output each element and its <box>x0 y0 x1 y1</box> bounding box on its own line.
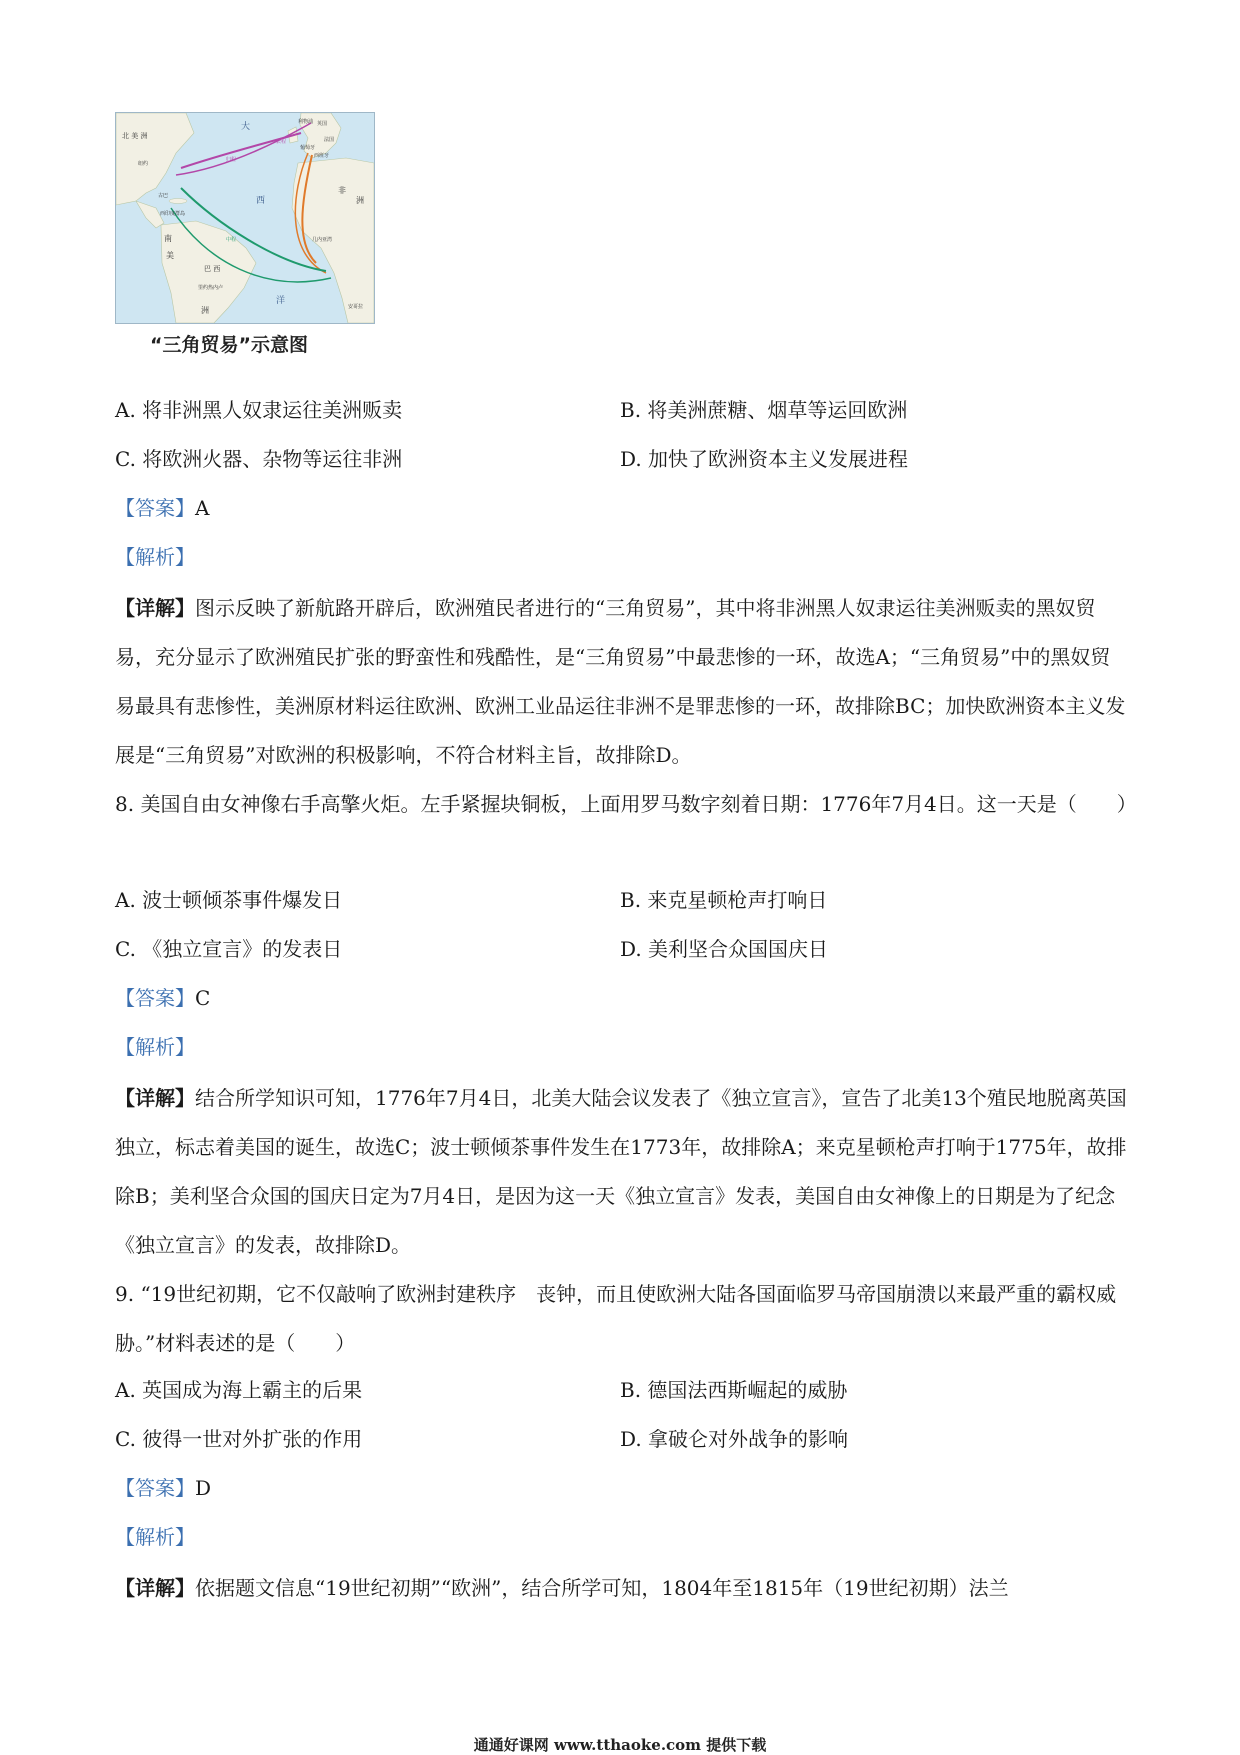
q9-detail-text: 依据题文信息“19世纪初期”“欧洲”，结合所学可知，1804年至1815年（19世纪初期）法兰 <box>195 1576 1009 1600</box>
label-atlantic-3: 洋 <box>276 296 286 306</box>
q9-option-c: C. 彼得一世对外扩张的作用 <box>115 1427 363 1451</box>
figure-caption: “三角贸易”示意图 <box>150 334 308 356</box>
q9-option-b: B. 德国法西斯崛起的威胁 <box>620 1378 848 1402</box>
q8-answer <box>115 988 210 1008</box>
q9-analysis <box>115 1527 195 1547</box>
label-angola: 安哥拉 <box>348 304 364 310</box>
page-footer: 通通好课网 www.tthaoke.com 提供下载 <box>473 1736 767 1754</box>
q8-option-d: D. 美利坚合众国国庆日 <box>620 937 829 961</box>
q8-analysis <box>115 1037 195 1057</box>
q7-detail-tag: 【详解】 <box>115 596 195 620</box>
triangle-trade-map <box>115 112 375 324</box>
label-africa-2: 洲 <box>356 196 364 205</box>
q8-option-b: B. 来克星顿枪声打响日 <box>620 888 828 912</box>
label-bristol: 利物浦 <box>298 119 314 125</box>
q7-analysis-tag: 【解析】 <box>115 545 195 569</box>
q8-option-a: A. 波士顿倾茶事件爆发日 <box>115 888 343 912</box>
q8-detail-tag: 【详解】 <box>115 1086 195 1110</box>
label-atlantic-1: 大 <box>241 122 251 132</box>
q7-option-d: D. 加快了欧洲资本主义发展进程 <box>620 447 909 471</box>
q9-option-a: A. 英国成为海上霸主的后果 <box>115 1378 363 1402</box>
label-caribbean: 古巴 <box>158 193 169 199</box>
label-return: 归程 <box>226 157 237 163</box>
q8-analysis-tag: 【解析】 <box>115 1035 195 1059</box>
q9-option-d: D. 拿破仑对外战争的影响 <box>620 1427 849 1451</box>
q9-answer <box>115 1478 211 1498</box>
q7-detail-text: 图示反映了新航路开辟后，欧洲殖民者进行的“三角贸易”，其中将非洲黑人奴隶运往美洲贩卖的黑奴贸易，充分显示了欧洲殖民扩张的野蛮性和残酷性，是“三角贸易”中最悲惨的一环，故选A；“三角贸易”中的黑奴贸易最具有悲惨性，美洲原材料运往欧洲、欧洲工业品运往非洲不是罪悲惨的一环，故排除BC；加快欧洲资本主义发展是“三角贸易”对欧洲的积极影响，不符合材料主旨，故排除D。 <box>115 596 1126 767</box>
label-spain: 西班牙 <box>314 153 330 159</box>
q7-option-a: A. 将非洲黑人奴隶运往美洲贩卖 <box>115 398 403 422</box>
q8-detail <box>115 1074 1130 1270</box>
q7-answer-tag: 【答案】 <box>115 496 195 520</box>
label-middle-passage: 中程 <box>226 237 237 243</box>
label-south-america-1: 南 <box>164 234 172 243</box>
label-south-america-3: 洲 <box>201 306 209 315</box>
q9-stem: 9. “19世纪初期，它不仅敲响了欧洲封建秩序 丧钟，而且使欧洲大陆各国面临罗马帝国崩溃以来最严重的霸权威胁。”材料表述的是（ ） <box>115 1282 1117 1355</box>
q8-option-c: C. 《独立宣言》的发表日 <box>115 937 343 961</box>
q9-analysis-tag: 【解析】 <box>115 1525 195 1549</box>
label-rio: 里约热内卢 <box>198 285 224 291</box>
q8-stem: 8. 美国自由女神像右手高擎火炬。左手紧握块铜板，上面用罗马数字刻着日期：1776年7月4日。这一天是（ ） <box>115 792 1137 816</box>
label-south-america-2: 美 <box>166 251 174 260</box>
label-brazil: 巴 西 <box>204 265 221 273</box>
label-new-york: 纽约 <box>138 161 149 167</box>
label-atlantic-2: 西 <box>256 196 266 206</box>
q7-analysis <box>115 547 195 567</box>
q9-answer-value: D <box>195 1476 212 1500</box>
label-west-indies: 西印度群岛 <box>160 211 186 217</box>
q7-option-b: B. 将美洲蔗糖、烟草等运回欧洲 <box>620 398 908 422</box>
q8-answer-value: C <box>195 986 211 1010</box>
q9-detail-tag: 【详解】 <box>115 1576 195 1600</box>
label-outbound: 去程 <box>276 139 287 145</box>
label-guinea: 几内亚湾 <box>312 237 333 243</box>
q9-detail <box>115 1564 1130 1613</box>
label-africa-1: 非 <box>338 186 346 195</box>
q9-answer-tag: 【答案】 <box>115 1476 195 1500</box>
label-britain: 英国 <box>317 121 328 127</box>
label-france: 法国 <box>324 137 335 143</box>
q7-detail <box>115 584 1130 780</box>
q7-answer-value: A <box>195 496 210 520</box>
q8-answer-tag: 【答案】 <box>115 986 195 1010</box>
q8-detail-text: 结合所学知识可知，1776年7月4日，北美大陆会议发表了《独立宣言》，宣告了北美13个殖民地脱离英国独立，标志着美国的诞生，故选C；波士顿倾茶事件发生在1773年，故排除A；来克星顿枪声打响于1775年，故排除B；美利坚合众国的国庆日定为7月4日，是因为这一天《独立宣言》发表，美国自由女神像上的日期是为了纪念《独立宣言》的发表，故排除D。 <box>115 1086 1127 1257</box>
q7-answer <box>115 498 209 518</box>
label-north-america: 北 美 洲 <box>122 132 148 140</box>
q7-option-c: C. 将欧洲火器、杂物等运往非洲 <box>115 447 403 471</box>
label-portugal: 葡萄牙 <box>300 145 316 151</box>
triangle-trade-figure <box>115 112 373 357</box>
